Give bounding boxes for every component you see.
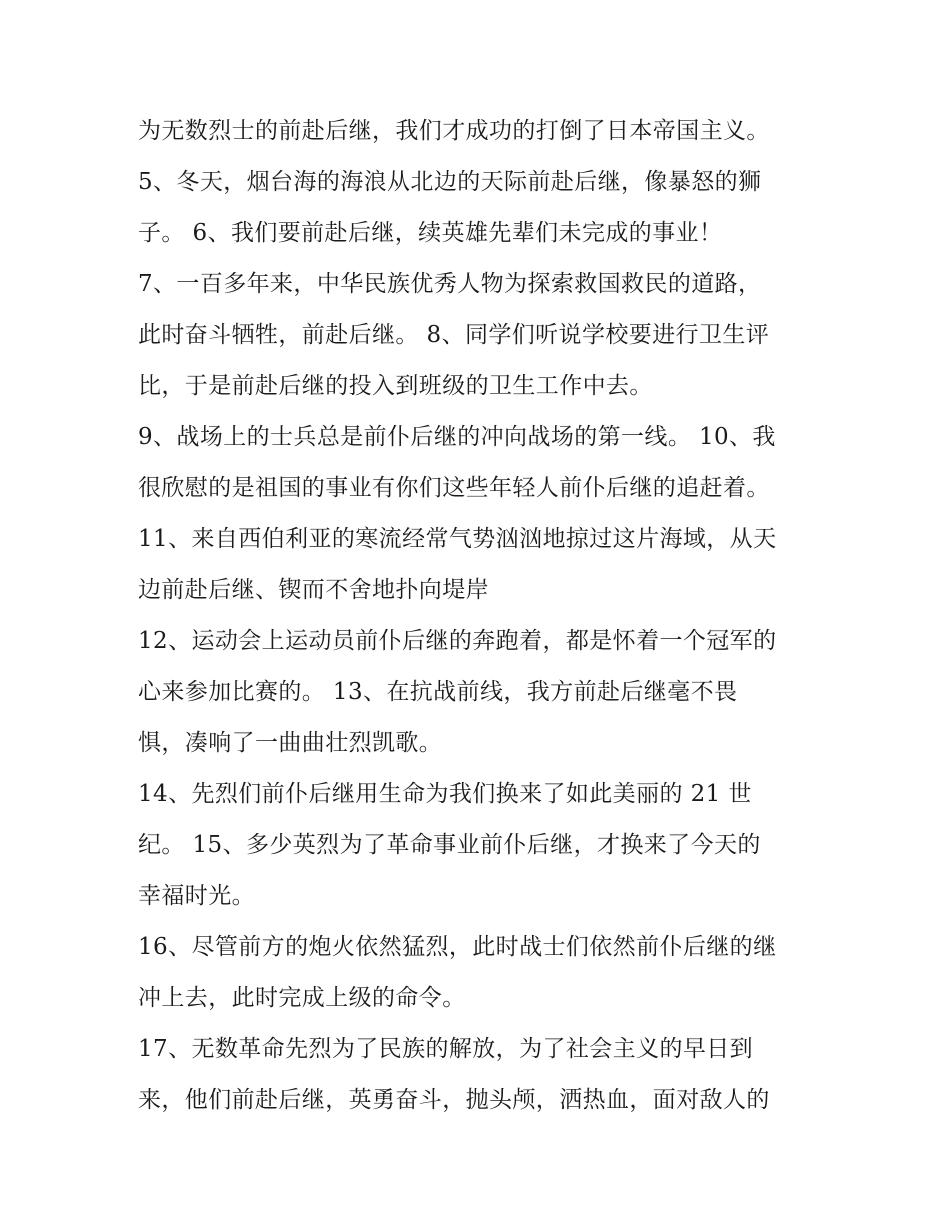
- text-line: 冲上去，此时完成上级的命令。: [138, 985, 466, 1011]
- text-line: 来，他们前赴后继，英勇奋斗，抛头颅，洒热血，面对敌人的: [138, 1087, 770, 1113]
- text-line: 16、尽管前方的炮火依然猛烈，此时战士们依然前仆后继的继: [138, 934, 777, 960]
- text-line: 9、战场上的士兵总是前仆后继的冲向战场的第一线。 10、我: [138, 424, 776, 450]
- body-text: [138, 106, 838, 1126]
- text-line: 心来参加比赛的。 13、在抗战前线，我方前赴后继毫不畏: [138, 679, 738, 705]
- text-line: 子。 6、我们要前赴后继，续英雄先辈们未完成的事业！: [138, 220, 723, 246]
- text-line: 很欣慰的是祖国的事业有你们这些年轻人前仆后继的追赶着。: [138, 475, 770, 501]
- text-line: 幸福时光。: [138, 883, 255, 909]
- text-line: 比，于是前赴后继的投入到班级的卫生工作中去。: [138, 373, 653, 399]
- text-line: 惧，凑响了一曲曲壮烈凯歌。: [138, 730, 443, 756]
- text-line: 为无数烈士的前赴后继，我们才成功的打倒了日本帝国主义。: [138, 118, 770, 144]
- text-line: 此时奋斗牺牲，前赴后继。 8、同学们听说学校要进行卫生评: [138, 322, 770, 348]
- text-line: 7、一百多年来，中华民族优秀人物为探索救国救民的道路，: [138, 271, 762, 297]
- text-line: 5、冬天，烟台海的海浪从北边的天际前赴后继，像暴怒的狮: [138, 169, 762, 195]
- text-line: 17、无数革命先烈为了民族的解放，为了社会主义的早日到: [138, 1036, 754, 1062]
- text-line: 12、运动会上运动员前仆后继的奔跑着，都是怀着一个冠军的: [138, 628, 777, 654]
- text-line: 纪。 15、多少英烈为了革命事业前仆后继，才换来了今天的: [138, 832, 761, 858]
- text-line: 14、先烈们前仆后继用生命为我们换来了如此美丽的 21 世: [138, 781, 752, 807]
- text-line: 边前赴后继、锲而不舍地扑向堤岸: [138, 577, 489, 603]
- text-line: 11、来自西伯利亚的寒流经常气势汹汹地掠过这片海域，从天: [138, 526, 777, 552]
